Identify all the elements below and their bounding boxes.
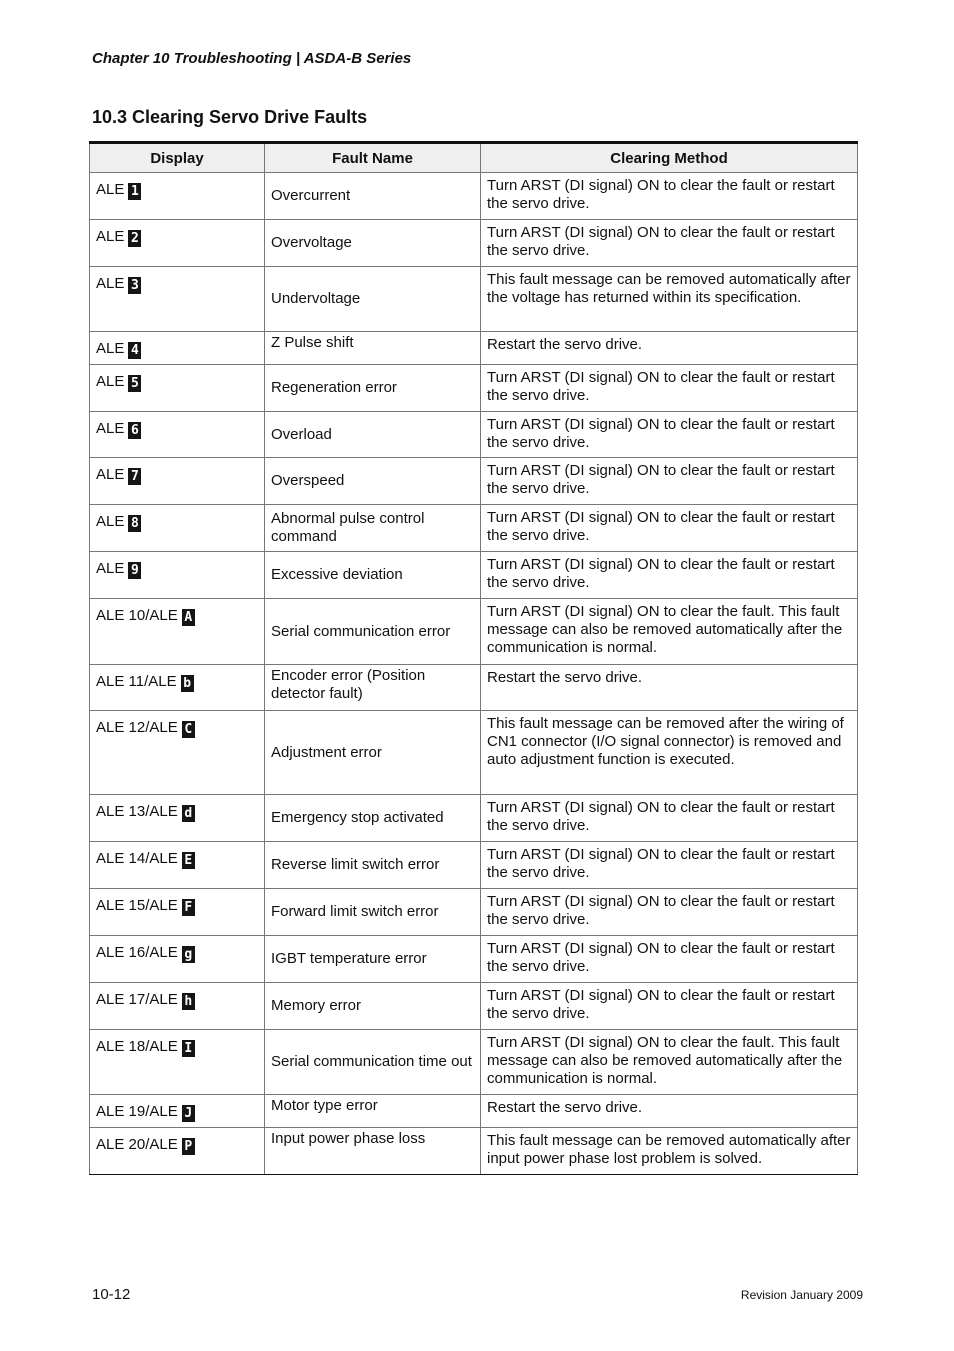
fault-name-cell: Adjustment error <box>265 711 481 795</box>
display-label: ALE 14/ALE <box>96 850 178 867</box>
section-title: 10.3 Clearing Servo Drive Faults <box>92 107 368 127</box>
display-cell <box>90 365 265 412</box>
fault-name-cell: Abnormal pulse control command <box>265 505 481 552</box>
clearing-method-cell: Turn ARST (DI signal) ON to clear the fault or restart the servo drive. <box>481 173 858 220</box>
fault-name-cell: Input power phase loss <box>265 1128 481 1175</box>
display-label: ALE 13/ALE <box>96 803 178 820</box>
clearing-method-cell: Turn ARST (DI signal) ON to clear the fault or restart the servo drive. <box>481 412 858 458</box>
display-cell <box>90 1095 265 1128</box>
display-cell <box>90 711 265 795</box>
display-label: ALE <box>96 420 125 437</box>
clearing-method-cell: Restart the servo drive. <box>481 332 858 365</box>
fault-name-cell: Encoder error (Position detector fault) <box>265 665 481 711</box>
table-row <box>90 552 858 599</box>
seven-segment-code-icon: 4 <box>128 342 141 359</box>
display-cell <box>90 220 265 267</box>
seven-segment-code-icon: I <box>182 1040 195 1057</box>
clearing-method-cell: Turn ARST (DI signal) ON to clear the fault or restart the servo drive. <box>481 365 858 412</box>
column-header-display: Display <box>90 143 265 173</box>
table-row <box>90 220 858 267</box>
seven-segment-code-icon: 9 <box>128 562 141 579</box>
display-label: ALE <box>96 466 125 483</box>
seven-segment-code-icon: A <box>182 609 195 626</box>
fault-name-cell: Reverse limit switch error <box>265 842 481 889</box>
table-row <box>90 458 858 505</box>
display-cell <box>90 173 265 220</box>
display-cell <box>90 1030 265 1095</box>
display-cell <box>90 332 265 365</box>
clearing-method-cell: Turn ARST (DI signal) ON to clear the fault or restart the servo drive. <box>481 795 858 842</box>
fault-name-cell: Memory error <box>265 983 481 1030</box>
table-row <box>90 365 858 412</box>
display-cell <box>90 599 265 665</box>
clearing-method-cell: Turn ARST (DI signal) ON to clear the fault or restart the servo drive. <box>481 505 858 552</box>
fault-name-cell: IGBT temperature error <box>265 936 481 983</box>
table-row <box>90 1128 858 1175</box>
clearing-method-cell: Turn ARST (DI signal) ON to clear the fault. This fault message can also be removed automatically after the communication is normal. <box>481 599 858 665</box>
clearing-method-cell: This fault message can be removed automatically after input power phase lost problem is solved. <box>481 1128 858 1175</box>
clearing-method-cell: This fault message can be removed after the wiring of CN1 connector (I/O signal connector) is removed and auto adjustment function is executed. <box>481 711 858 795</box>
seven-segment-code-icon: 2 <box>128 230 141 247</box>
fault-table <box>89 141 858 1175</box>
table-row <box>90 665 858 711</box>
display-label: ALE <box>96 181 125 198</box>
seven-segment-code-icon: b <box>181 675 194 692</box>
fault-name-cell: Undervoltage <box>265 267 481 332</box>
clearing-method-cell: Turn ARST (DI signal) ON to clear the fault or restart the servo drive. <box>481 458 858 505</box>
display-label: ALE <box>96 513 125 530</box>
display-label: ALE <box>96 373 125 390</box>
display-cell <box>90 936 265 983</box>
display-label: ALE 17/ALE <box>96 991 178 1008</box>
table-row <box>90 983 858 1030</box>
display-cell <box>90 795 265 842</box>
display-label: ALE <box>96 560 125 577</box>
chapter-header: Chapter 10 Troubleshooting | ASDA-B Series <box>92 50 412 67</box>
clearing-method-cell: Turn ARST (DI signal) ON to clear the fault or restart the servo drive. <box>481 936 858 983</box>
table-row <box>90 599 858 665</box>
display-cell <box>90 842 265 889</box>
page-number: 10-12 <box>92 1286 131 1303</box>
display-cell <box>90 1128 265 1175</box>
clearing-method-cell: Turn ARST (DI signal) ON to clear the fault or restart the servo drive. <box>481 889 858 936</box>
column-header-fault-name: Fault Name <box>265 143 481 173</box>
clearing-method-cell: Restart the servo drive. <box>481 1095 858 1128</box>
table-row <box>90 1095 858 1128</box>
seven-segment-code-icon: 7 <box>128 468 141 485</box>
seven-segment-code-icon: E <box>182 852 195 869</box>
table-row <box>90 711 858 795</box>
display-label: ALE 19/ALE <box>96 1103 178 1120</box>
clearing-method-cell: Turn ARST (DI signal) ON to clear the fault. This fault message can also be removed automatically after the communication is normal. <box>481 1030 858 1095</box>
display-cell <box>90 458 265 505</box>
seven-segment-code-icon: F <box>182 899 195 916</box>
fault-name-cell: Motor type error <box>265 1095 481 1128</box>
fault-name-cell: Overspeed <box>265 458 481 505</box>
fault-name-cell: Excessive deviation <box>265 552 481 599</box>
clearing-method-cell: Turn ARST (DI signal) ON to clear the fault or restart the servo drive. <box>481 842 858 889</box>
display-label: ALE <box>96 340 125 357</box>
display-label: ALE 20/ALE <box>96 1136 178 1153</box>
fault-name-cell: Overload <box>265 412 481 458</box>
table-row <box>90 889 858 936</box>
display-label: ALE 10/ALE <box>96 607 178 624</box>
clearing-method-cell: Turn ARST (DI signal) ON to clear the fault or restart the servo drive. <box>481 983 858 1030</box>
display-cell <box>90 267 265 332</box>
table-row <box>90 173 858 220</box>
display-cell <box>90 889 265 936</box>
seven-segment-code-icon: g <box>182 946 195 963</box>
fault-name-cell: Serial communication error <box>265 599 481 665</box>
fault-name-cell: Overvoltage <box>265 220 481 267</box>
display-cell <box>90 983 265 1030</box>
seven-segment-code-icon: 8 <box>128 515 141 532</box>
seven-segment-code-icon: 6 <box>128 422 141 439</box>
clearing-method-cell: Turn ARST (DI signal) ON to clear the fault or restart the servo drive. <box>481 220 858 267</box>
display-cell <box>90 505 265 552</box>
display-cell <box>90 665 265 711</box>
clearing-method-cell: Turn ARST (DI signal) ON to clear the fault or restart the servo drive. <box>481 552 858 599</box>
seven-segment-code-icon: d <box>182 805 195 822</box>
display-label: ALE 18/ALE <box>96 1038 178 1055</box>
display-cell <box>90 552 265 599</box>
display-label: ALE <box>96 275 125 292</box>
clearing-method-cell: Restart the servo drive. <box>481 665 858 711</box>
seven-segment-code-icon: 3 <box>128 277 141 294</box>
table-row <box>90 412 858 458</box>
column-header-clearing-method: Clearing Method <box>481 143 858 173</box>
table-row <box>90 936 858 983</box>
table-row <box>90 1030 858 1095</box>
seven-segment-code-icon: h <box>182 993 195 1010</box>
fault-name-cell: Forward limit switch error <box>265 889 481 936</box>
table-row <box>90 267 858 332</box>
revision-note: Revision January 2009 <box>740 1288 863 1302</box>
seven-segment-code-icon: P <box>182 1138 195 1155</box>
fault-name-cell: Z Pulse shift <box>265 332 481 365</box>
table-row <box>90 332 858 365</box>
seven-segment-code-icon: 5 <box>128 375 141 392</box>
table-header-row <box>90 143 858 173</box>
fault-name-cell: Emergency stop activated <box>265 795 481 842</box>
table-row <box>90 795 858 842</box>
table-row <box>90 842 858 889</box>
display-label: ALE 16/ALE <box>96 944 178 961</box>
fault-name-cell: Regeneration error <box>265 365 481 412</box>
clearing-method-cell: This fault message can be removed automatically after the voltage has returned within its specification. <box>481 267 858 332</box>
display-label: ALE 12/ALE <box>96 719 178 736</box>
fault-name-cell: Overcurrent <box>265 173 481 220</box>
fault-name-cell: Serial communication time out <box>265 1030 481 1095</box>
display-label: ALE 11/ALE <box>96 673 177 690</box>
seven-segment-code-icon: J <box>182 1105 195 1122</box>
display-label: ALE <box>96 228 125 245</box>
display-cell <box>90 412 265 458</box>
seven-segment-code-icon: C <box>182 721 195 738</box>
seven-segment-code-icon: 1 <box>128 183 141 200</box>
display-label: ALE 15/ALE <box>96 897 178 914</box>
table-row <box>90 505 858 552</box>
